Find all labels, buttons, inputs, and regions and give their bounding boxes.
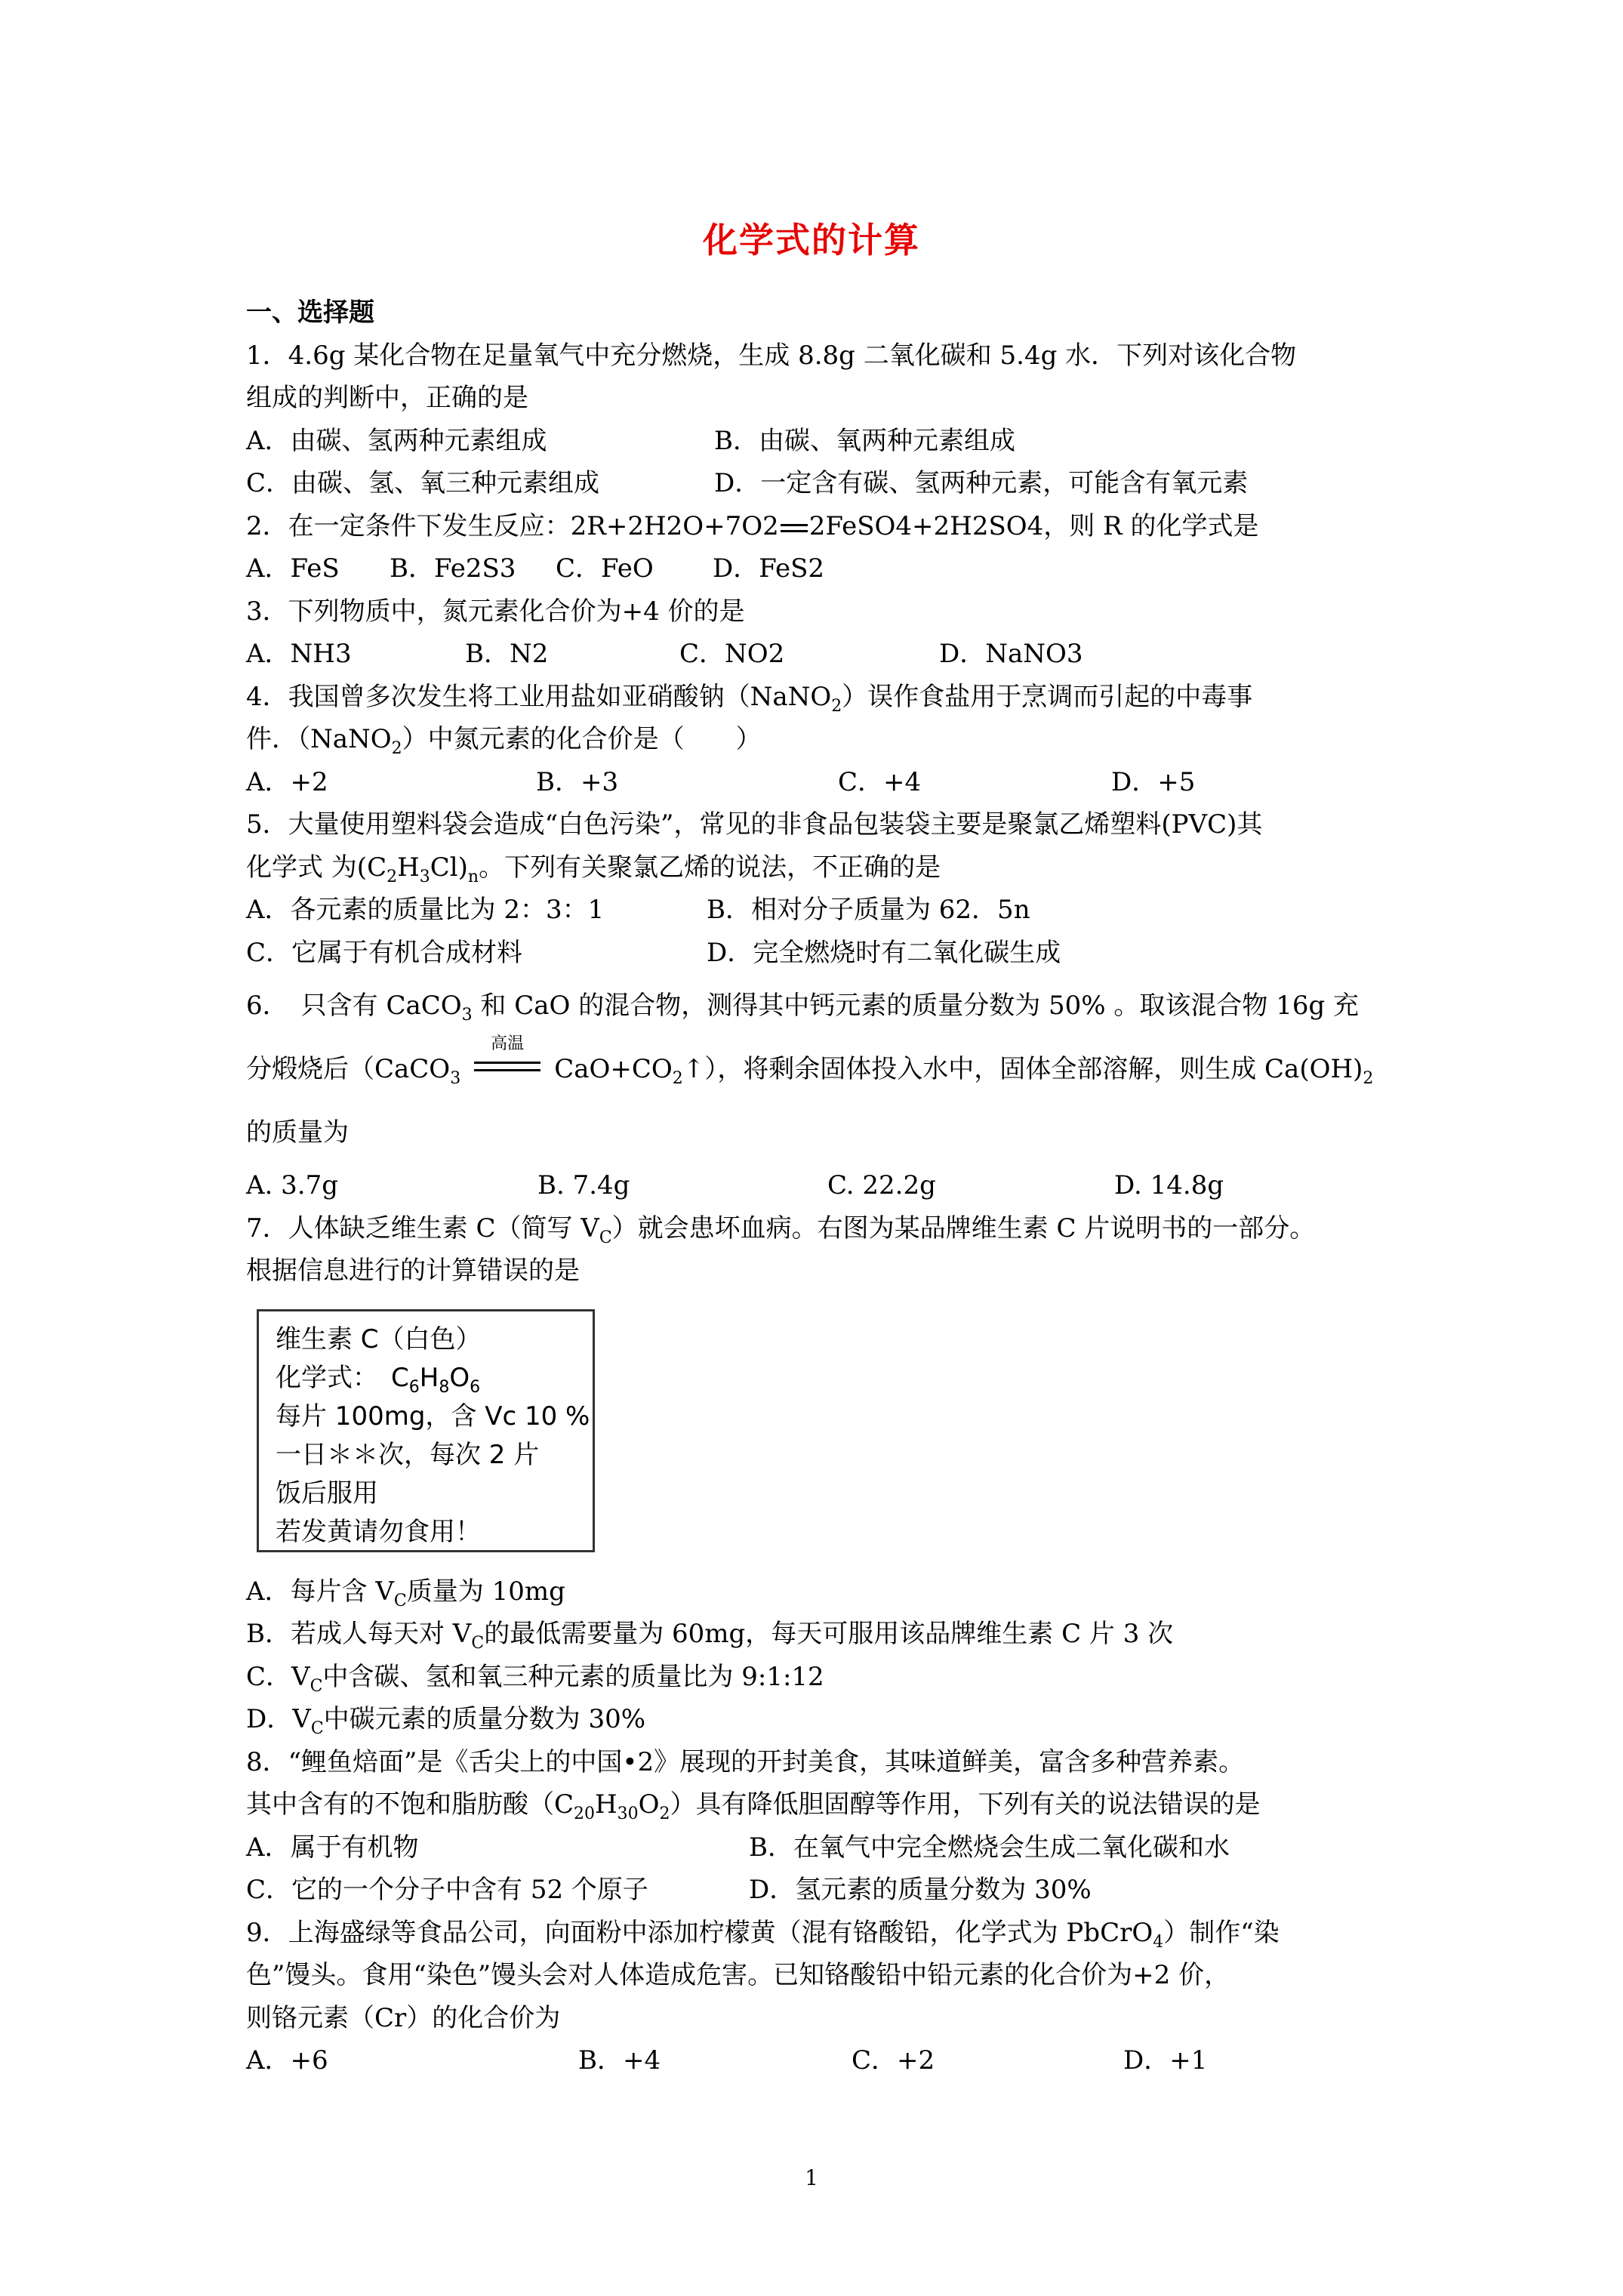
- q9-option-d: D．+1: [1123, 2045, 1208, 2076]
- q1-line-1: 1．4.6g 某化合物在足量氧气中充分燃烧，生成 8.8g 二氧化碳和 5.4g 水．下列对该化合物: [246, 340, 1297, 371]
- q9-option-a: A．+6: [246, 2045, 328, 2076]
- q5-option-a: A．各元素的质量比为 2：3：1: [246, 895, 605, 925]
- q8-text: 其中含有的不饱和脂肪酸（C: [246, 1789, 574, 1820]
- subscript: 2: [387, 867, 398, 886]
- q6-line-1: [246, 974, 1394, 1037]
- equals-sign-icon: [779, 520, 809, 535]
- subscript: C: [310, 1676, 323, 1696]
- q7-text: 中碳元素的质量分数为 30%: [323, 1704, 646, 1734]
- q6-option-d: D. 14.8g: [1114, 1170, 1224, 1200]
- subscript: 6: [408, 1377, 420, 1397]
- q7-text: B．若成人每天对 V: [246, 1619, 472, 1649]
- q4-text: 件．（NaNO: [246, 724, 392, 754]
- q5-option-b: B．相对分子质量为 62．5n: [707, 895, 1030, 925]
- q7-line-1: [246, 1207, 1394, 1250]
- q8-option-b: B．在氧气中完全燃烧会生成二氧化碳和水: [749, 1832, 1230, 1863]
- subscript: C: [310, 1718, 324, 1738]
- reaction-arrow-icon: [471, 1034, 544, 1086]
- subscript: C: [599, 1228, 612, 1247]
- q4-text: ）中氮元素的化合价是（ ）: [402, 724, 762, 754]
- q4-line-1: [246, 676, 1394, 719]
- q2-equation-right: 2FeSO4+2H2SO4，则 R 的化学式是: [808, 510, 1259, 541]
- label-text: H: [419, 1362, 439, 1393]
- q4-option-b: B．+3: [536, 766, 619, 797]
- q1-options-cd: [246, 462, 1394, 505]
- q1-options-ab: [246, 420, 1394, 463]
- q7-option-b: [246, 1613, 1394, 1656]
- q1-option-c: C．由碳、氢、氧三种元素组成: [246, 468, 600, 498]
- label-line-3: 每片 100mg，含 Vc 10 %: [276, 1401, 590, 1432]
- q4-text: 4．我国曾多次发生将工业用盐如亚硝酸钠（NaNO: [246, 681, 832, 712]
- q5-options-cd: [246, 932, 1394, 975]
- q1-option-d: D．一定含有碳、氢两种元素，可能含有氧元素: [714, 468, 1249, 498]
- q8-option-c: C．它的一个分子中含有 52 个原子: [246, 1875, 648, 1905]
- question-list: [246, 291, 1394, 2082]
- q7-line-2: 根据信息进行的计算错误的是: [246, 1256, 580, 1286]
- q3-option-b: B．N2: [465, 639, 549, 669]
- q6-option-b: B. 7.4g: [537, 1170, 630, 1200]
- q5-option-c: C．它属于有机合成材料: [246, 937, 523, 968]
- q9-option-b: B．+4: [578, 2045, 661, 2076]
- q8-option-a: A．属于有机物: [246, 1832, 419, 1863]
- subscript: 6: [470, 1377, 481, 1397]
- q3-option-a: A．NH3: [246, 639, 352, 669]
- label-text: 化学式： C: [276, 1362, 409, 1393]
- subscript: C: [393, 1591, 407, 1610]
- q4-line-2: [246, 718, 1394, 761]
- q4-option-d: D．+5: [1111, 766, 1196, 797]
- q2-option-b: B．Fe2S3: [390, 553, 516, 584]
- q8-text: ）具有降低胆固醇等作用，下列有关的说法错误的是: [670, 1789, 1261, 1820]
- q9-option-c: C．+2: [852, 2045, 935, 2076]
- q6-text: 6． 只含有 CaCO: [246, 991, 462, 1021]
- q2-option-c: C．FeO: [556, 553, 654, 584]
- q5-text: 。下列有关聚氯乙烯的说法，不正确的是: [479, 852, 941, 883]
- section-heading: 一、选择题: [246, 297, 374, 328]
- q5-option-d: D．完全燃烧时有二氧化碳生成: [707, 937, 1061, 968]
- q3-line-1: 3．下列物质中，氮元素化合价为+4 价的是: [246, 596, 745, 627]
- label-text: O: [449, 1362, 470, 1393]
- page-title: 化学式的计算: [703, 220, 920, 260]
- subscript: 20: [574, 1804, 596, 1823]
- q6-text: 分煅烧后（CaCO: [246, 1054, 451, 1084]
- subscript: C: [471, 1633, 485, 1653]
- q6-option-c: C. 22.2g: [827, 1170, 936, 1200]
- q9-line-1: [246, 1912, 1394, 1955]
- q9-line-2: 色”馒头。食用“染色”馒头会对人体造成危害。已知铬酸铅中铅元素的化合价为+2 价，: [246, 1960, 1230, 1990]
- q8-options-cd: [246, 1869, 1394, 1912]
- q4-options: [246, 761, 1394, 804]
- q8-options-ab: [246, 1826, 1394, 1869]
- q7-option-a: [246, 1570, 1394, 1613]
- q5-text: 化学式 为(C: [246, 852, 387, 883]
- q1-option-a: A．由碳、氢两种元素组成: [246, 425, 547, 456]
- q7-text: D．V: [246, 1704, 311, 1734]
- q6-option-a: A. 3.7g: [246, 1170, 339, 1200]
- subscript: n: [467, 867, 479, 886]
- q3-option-d: D．NaNO3: [939, 639, 1083, 669]
- q1-option-b: B．由碳、氧两种元素组成: [714, 425, 1015, 456]
- q6-line-2: [246, 1034, 1394, 1101]
- q6-line-3: 的质量为: [246, 1117, 349, 1148]
- subscript: 2: [659, 1804, 670, 1823]
- q7-option-d: [246, 1698, 1394, 1741]
- subscript: 3: [450, 1068, 461, 1088]
- page-number: 1: [805, 2165, 818, 2190]
- q9-options: [246, 2039, 1394, 2082]
- q9-text: 9．上海盛绿等食品公司，向面粉中添加柠檬黄（混有铬酸铅，化学式为 PbCrO: [246, 1917, 1153, 1948]
- q7-text: 的最低需要量为 60mg，每天可服用该品牌维生素 C 片 3 次: [484, 1619, 1174, 1649]
- label-line-5: 饭后服用: [276, 1478, 378, 1509]
- q2-options: [246, 547, 1394, 590]
- q9-text: ）制作“染: [1163, 1917, 1280, 1948]
- q4-option-c: C．+4: [838, 766, 922, 797]
- q8-text: H: [595, 1789, 617, 1820]
- subscript: 2: [391, 738, 402, 758]
- q5-text: H: [397, 852, 420, 883]
- q2-option-d: D．FeS2: [713, 553, 825, 584]
- q3-option-c: C．NO2: [679, 639, 785, 669]
- subscript: 30: [617, 1804, 639, 1823]
- reaction-condition: 高温: [491, 1034, 525, 1053]
- subscript: 2: [1363, 1068, 1374, 1088]
- q8-option-d: D．氢元素的质量分数为 30%: [749, 1875, 1092, 1905]
- q6-text: ↑），将剩余固体投入水中，固体全部溶解，则生成 Ca(OH): [682, 1054, 1363, 1084]
- q4-option-a: A．+2: [246, 766, 328, 797]
- q6-text: CaO+CO: [554, 1054, 673, 1084]
- label-line-1: 维生素 C（白色）: [276, 1324, 482, 1354]
- q2-option-a: A．FeS: [246, 553, 340, 584]
- q8-line-2: [246, 1783, 1394, 1826]
- q6-options: [246, 1164, 1394, 1207]
- label-line-4: 一日＊＊次，每次 2 片: [276, 1439, 540, 1470]
- q7-text: A．每片含 V: [246, 1576, 394, 1607]
- q2-equation-left: 2．在一定条件下发生反应：2R+2H2O+7O2: [246, 510, 779, 541]
- q7-text: 中含碳、氢和氧三种元素的质量比为 9:1:12: [322, 1661, 824, 1692]
- q8-line-1: 8．“鲤鱼焙面”是《舌尖上的中国•2》展现的开封美食，其味道鲜美，富含多种营养素。: [246, 1746, 1245, 1777]
- vitamin-c-label-box: [257, 1309, 595, 1552]
- label-line-6: 若发黄请勿食用！: [276, 1516, 481, 1547]
- q7-text: 7．人体缺乏维生素 C（简写 V: [246, 1213, 599, 1244]
- q7-text: C．V: [246, 1661, 310, 1692]
- q2-line-1: [246, 505, 1394, 548]
- subscript: 2: [831, 696, 842, 716]
- q1-line-2: 组成的判断中，正确的是: [246, 383, 528, 413]
- subscript: 8: [439, 1377, 450, 1397]
- q5-text: Cl): [430, 852, 468, 883]
- q7-text: ）就会患坏血病。右图为某品牌维生素 C 片说明书的一部分。: [611, 1213, 1316, 1244]
- q5-options-ab: [246, 889, 1394, 932]
- subscript: 4: [1153, 1932, 1164, 1952]
- subscript: 2: [672, 1068, 683, 1088]
- q9-line-3: 则铬元素（Cr）的化合价为: [246, 2002, 561, 2033]
- q6-text: 和 CaO 的混合物，测得其中钙元素的质量分数为 50% 。取该混合物 16g 充: [472, 991, 1360, 1021]
- q3-options: [246, 633, 1394, 676]
- subscript: 3: [461, 1005, 473, 1025]
- q8-text: O: [638, 1789, 660, 1820]
- q7-text: 质量为 10mg: [406, 1576, 565, 1607]
- q5-line-2: [246, 846, 1394, 889]
- label-line-2: [276, 1359, 593, 1398]
- q7-option-c: [246, 1656, 1394, 1699]
- subscript: 3: [419, 867, 430, 886]
- q4-text: ）误作食盐用于烹调而引起的中毒事: [842, 681, 1253, 712]
- q5-line-1: 5．大量使用塑料袋会造成“白色污染”，常见的非食品包装袋主要是聚氯乙烯塑料(PVC)其: [246, 809, 1263, 840]
